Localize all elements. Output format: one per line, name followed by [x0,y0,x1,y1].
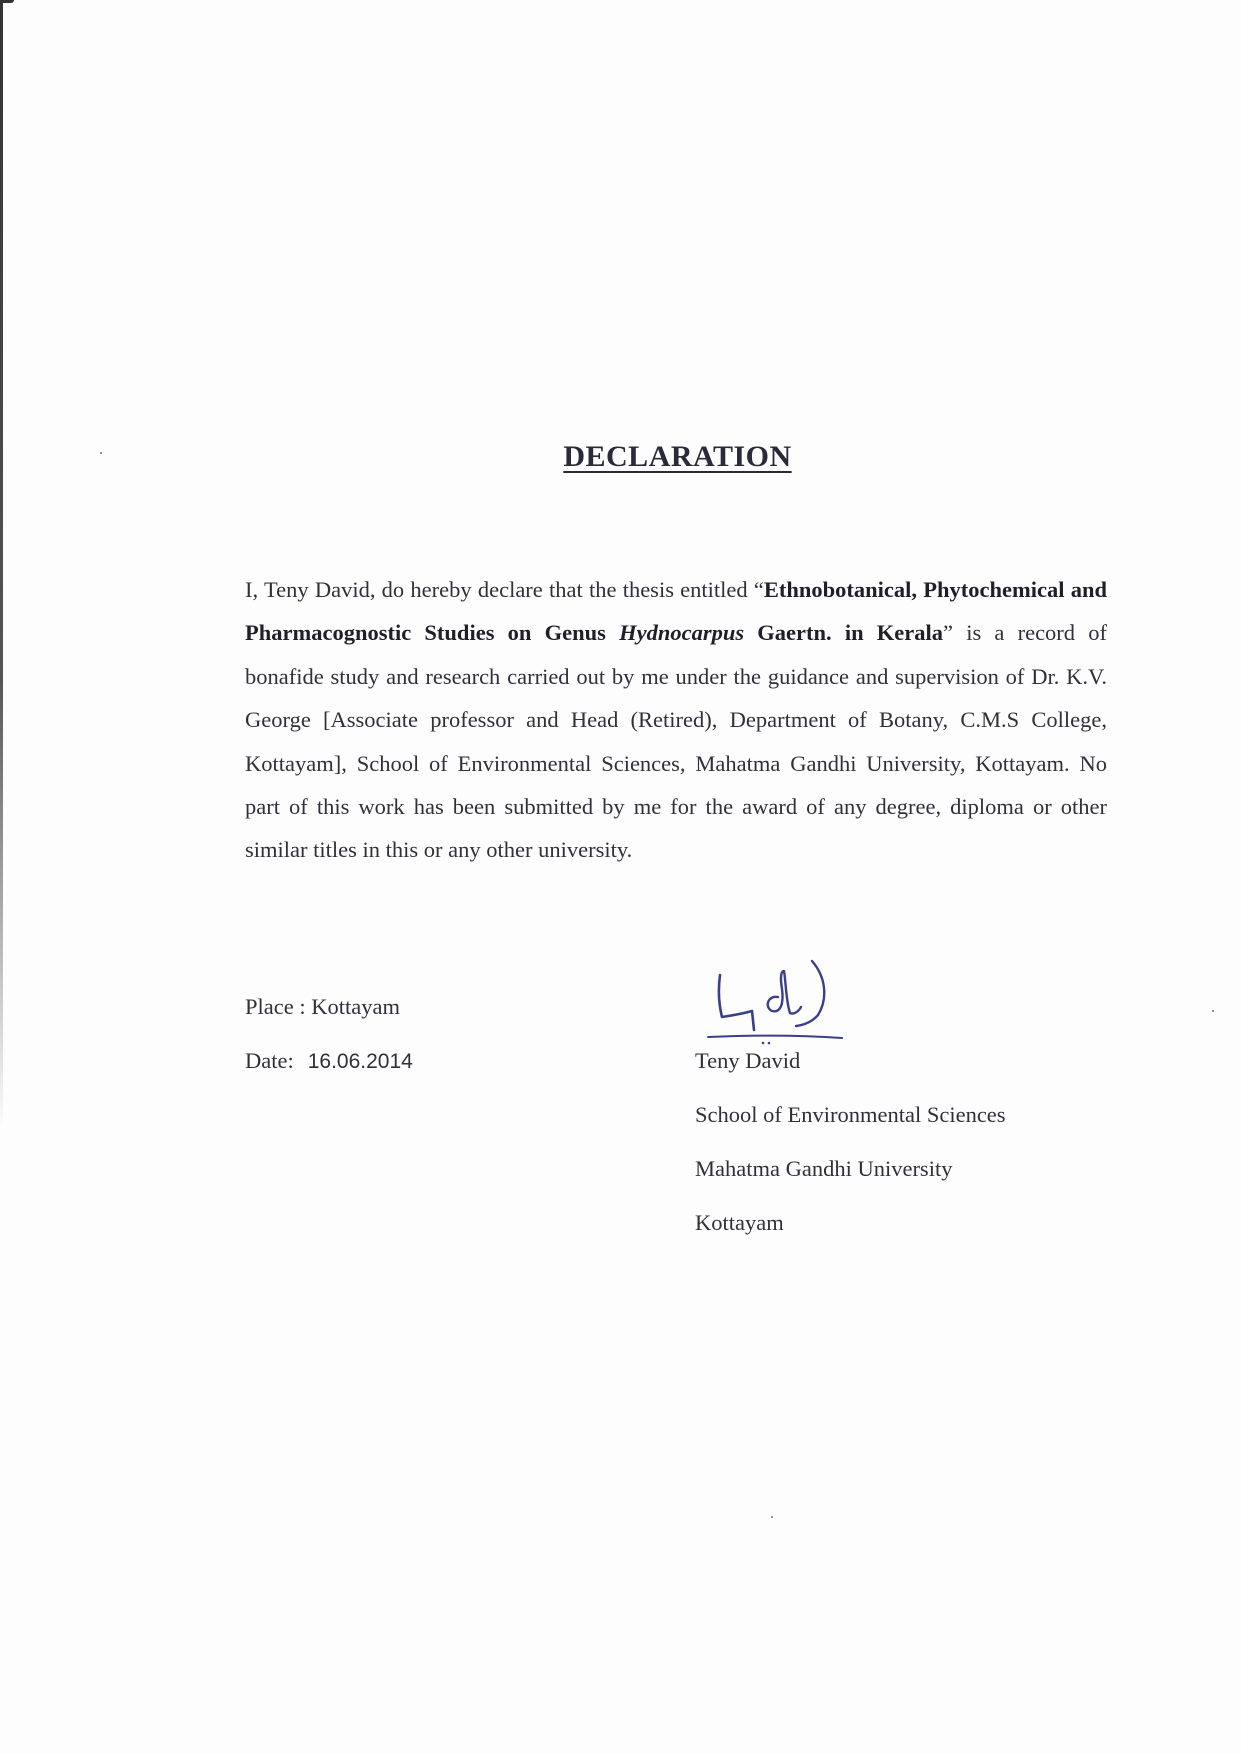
signatory-university: Mahatma Gandhi University [695,1156,953,1181]
page-title-text: DECLARATION [563,440,792,473]
page-title [0,440,1241,474]
date-line [245,1048,413,1074]
handwritten-signature [700,955,850,1055]
scan-corner-artifact [0,0,14,3]
dust-speck [1212,1010,1214,1012]
place-label: Place : Kottayam [245,994,400,1019]
dust-speck [771,1516,773,1518]
thesis-title-genus: Hydnocarpus [619,620,745,646]
declaration-intro: I, Teny David, do hereby declare that the thesis entitled “ [245,577,764,602]
thesis-title-part1: Ethnobotanical, Phytochemical and Pharmacognostic Studies on Genus [245,577,1107,646]
scan-edge-artifact [0,0,3,1130]
declaration-paragraph [245,568,1107,872]
signatory-department: School of Environmental Sciences [695,1102,1006,1127]
thesis-title-part2: Gaertn. in Kerala [744,620,944,646]
date-value: 16.06.2014 [307,1050,413,1073]
signatory-name: Teny David [695,1048,801,1073]
date-label: Date: [245,1048,294,1073]
place-line [245,994,400,1020]
signatory-block [695,1048,1006,1264]
signatory-city: Kottayam [695,1210,784,1235]
declaration-rest: ” is a record of bonafide study and research carried out by me under the guidance and supervision of Dr. K.V. George [Associate professor and Head (Retired), Department of Botany, C.M.S College, Kottayam], School of Environmental Sciences, Mahatma Gandhi University, Kottayam. No part of this work has been submitted by me for the award of any degree, diploma or other similar titles in this or any other university. [245,620,1107,863]
